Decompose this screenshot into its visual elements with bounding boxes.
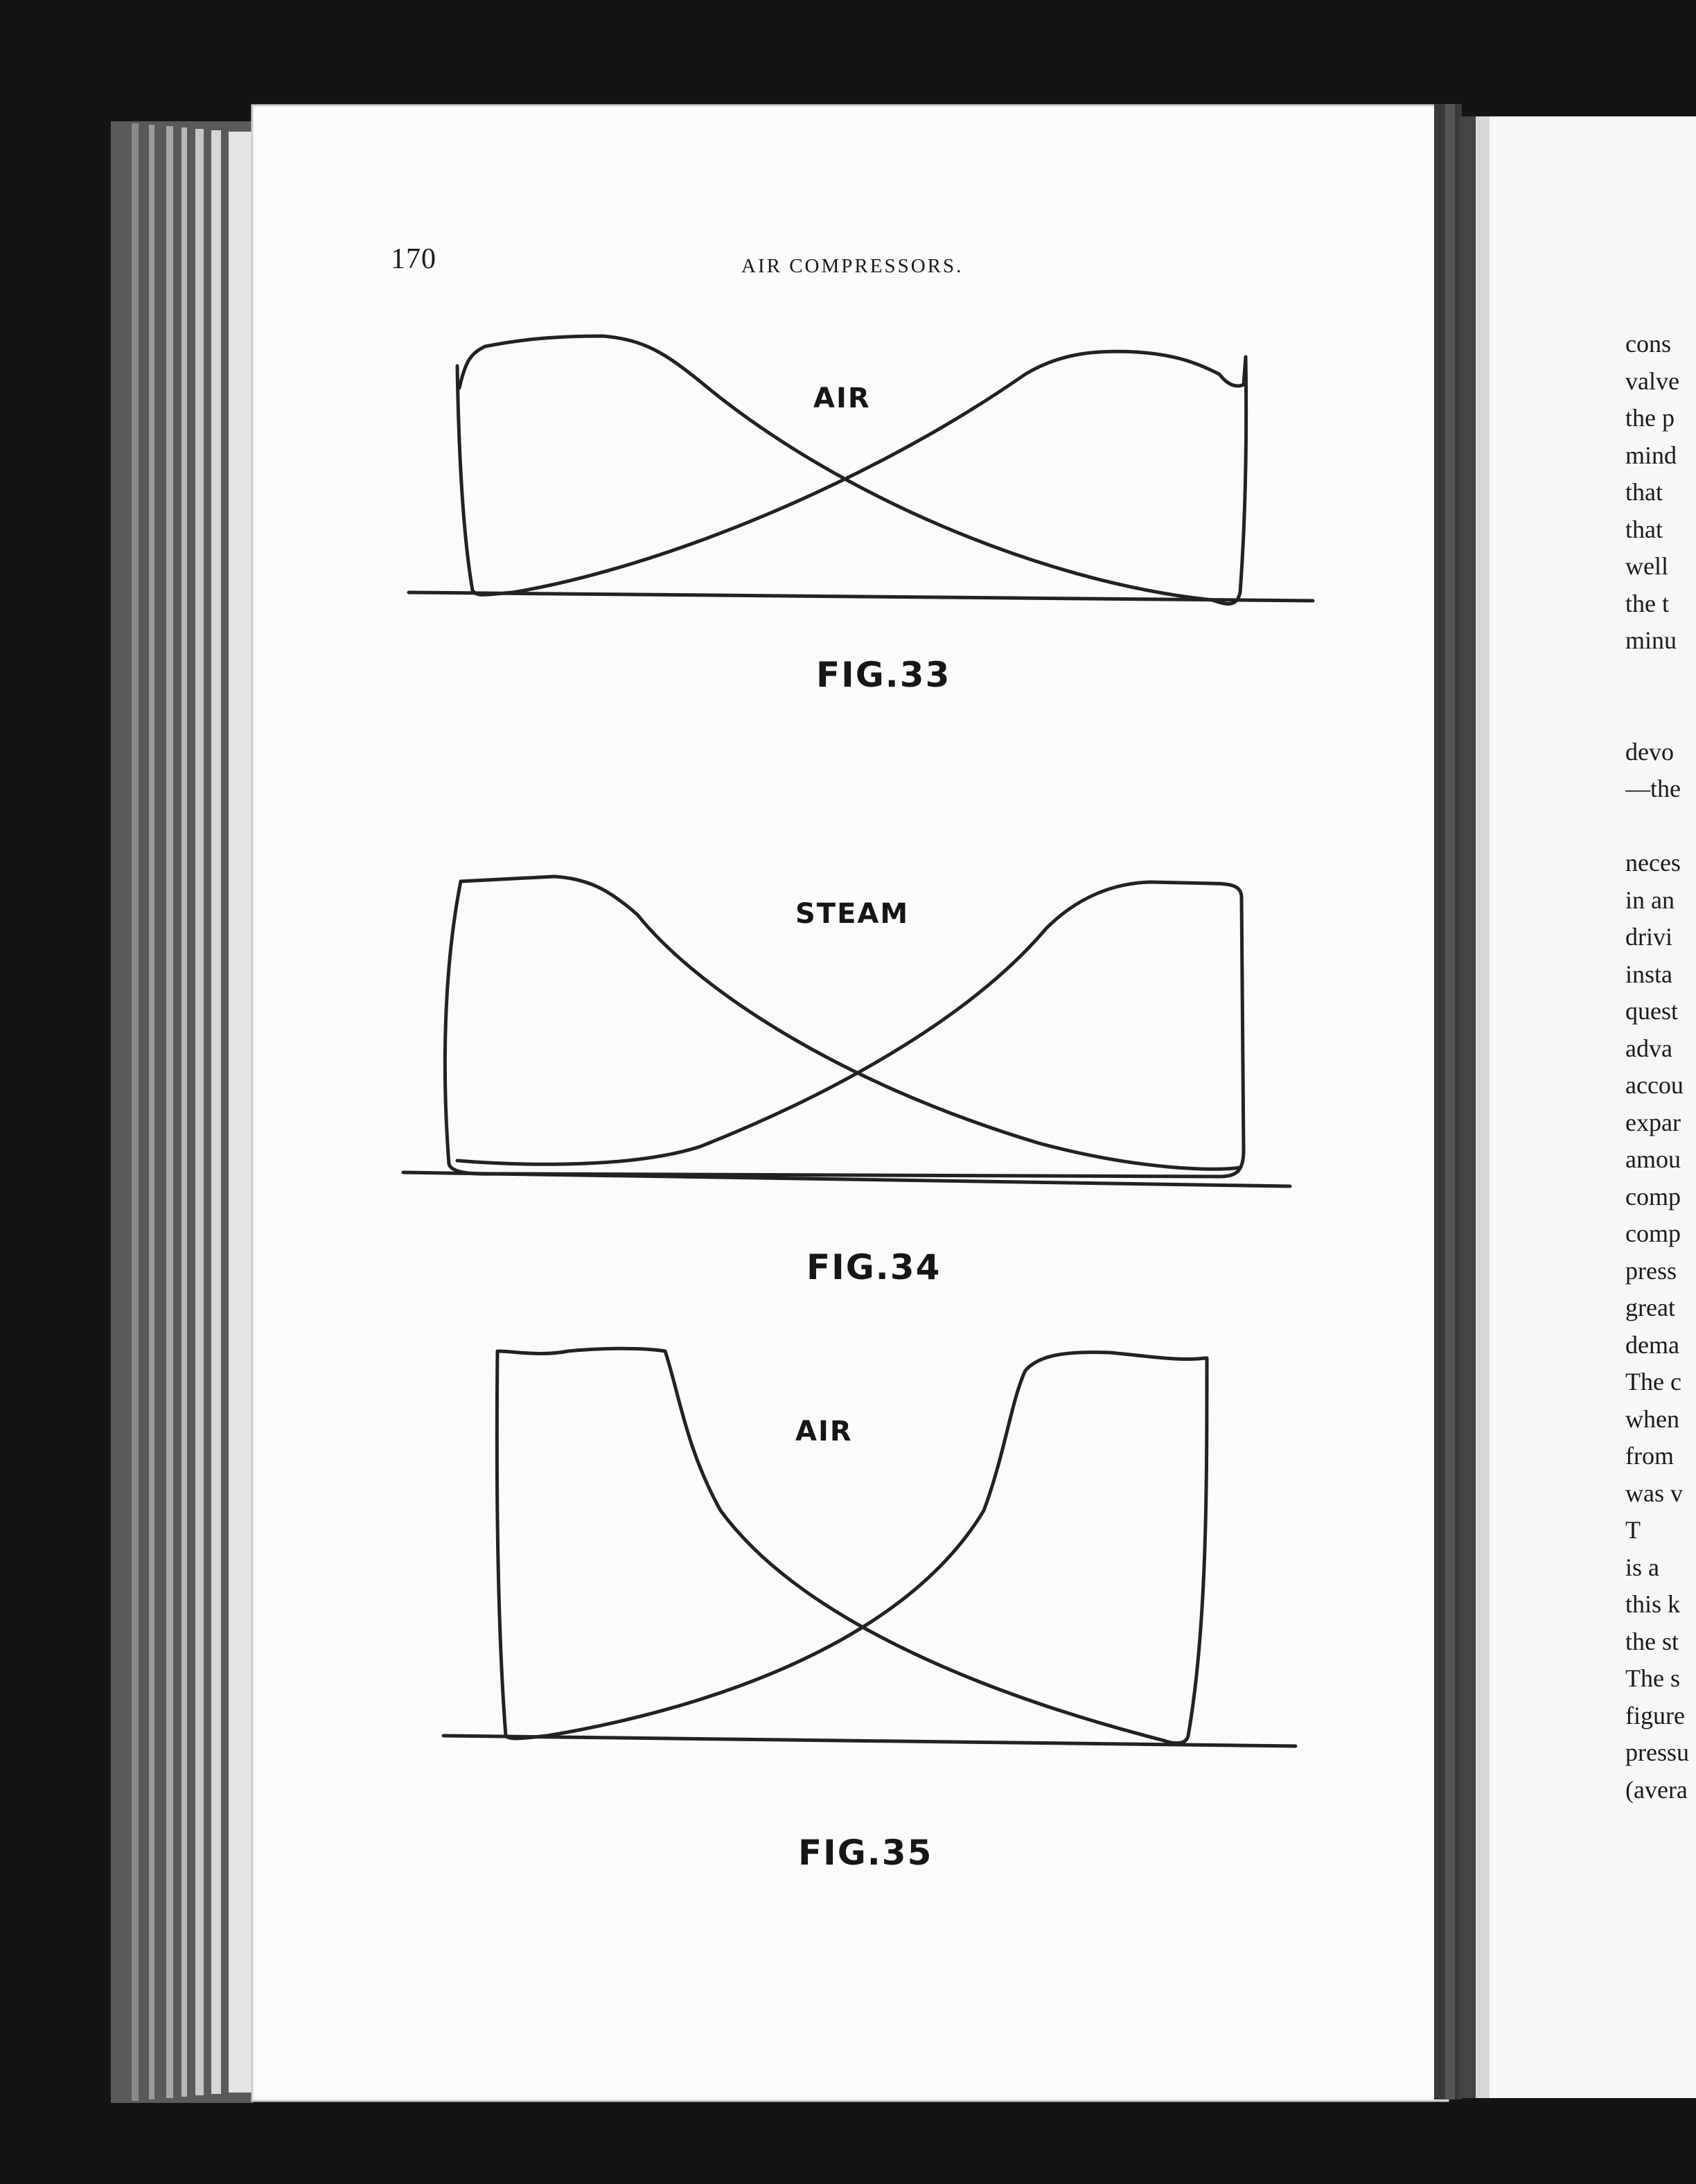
facing-page-line [1625,696,1696,734]
facing-page-line: adva [1625,1034,1672,1062]
facing-page-line: accou [1625,1071,1684,1099]
indicator-card-left [457,336,1246,604]
facing-page-line: the st [1625,1627,1679,1655]
facing-page-line: quest [1625,997,1678,1025]
figure-35-caption: FIG.35 [798,1833,933,1873]
figure-33-label: AIR [813,382,871,414]
facing-page-line: devo [1625,737,1674,766]
facing-page-line: —the [1625,775,1681,802]
facing-page-line [1625,660,1696,697]
facing-page-line: drivi [1625,923,1672,951]
figure-33-diagram [409,336,1313,604]
facing-page-line: when [1625,1404,1679,1433]
facing-page-line: the p [1625,404,1675,432]
running-head: AIR COMPRESSORS. [741,255,964,277]
facing-page-line: well [1625,552,1668,580]
facing-page-line: insta [1625,960,1672,988]
facing-page-line: that [1625,478,1663,506]
figure-35-label: AIR [795,1416,853,1447]
facing-page-line: dema [1625,1330,1679,1359]
page-number: 170 [391,243,436,275]
facing-page-line: T [1625,1516,1641,1544]
facing-page-line: The s [1625,1664,1680,1692]
facing-page-line: comp [1625,1219,1681,1247]
facing-page-line: from [1625,1442,1674,1470]
facing-page-line: comp [1625,1182,1681,1210]
facing-page-line: (avera [1625,1775,1688,1804]
facing-page-line: expar [1625,1108,1681,1136]
facing-page-line: this k [1625,1590,1681,1618]
facing-page-line: pressu [1625,1738,1689,1766]
facing-page-line: press [1625,1256,1677,1285]
facing-page-line: was v [1625,1479,1683,1507]
facing-page-line: is a [1625,1553,1659,1581]
facing-page-line: minu [1625,626,1677,654]
figure-35-diagram [443,1348,1296,1746]
figure-34-label: STEAM [795,898,910,930]
facing-page-line: figure [1625,1701,1685,1729]
facing-page-line: neces [1625,849,1681,877]
facing-page-line [1625,808,1696,845]
facing-page-line: amou [1625,1145,1681,1173]
facing-page-line: cons [1625,330,1671,358]
facing-page-text-column [1625,326,1696,1808]
facing-page-line: mind [1625,441,1677,469]
indicator-card-left [497,1348,1207,1743]
facing-page-line: valve [1625,367,1679,395]
figure-34-caption: FIG.34 [806,1247,942,1287]
facing-page-line: The c [1625,1368,1681,1395]
figure-33-caption: FIG.33 [816,655,951,695]
facing-page-line: in an [1625,886,1675,914]
facing-page-line: that [1625,515,1663,543]
facing-page-line: the t [1625,589,1669,617]
facing-page-line: great [1625,1294,1675,1321]
